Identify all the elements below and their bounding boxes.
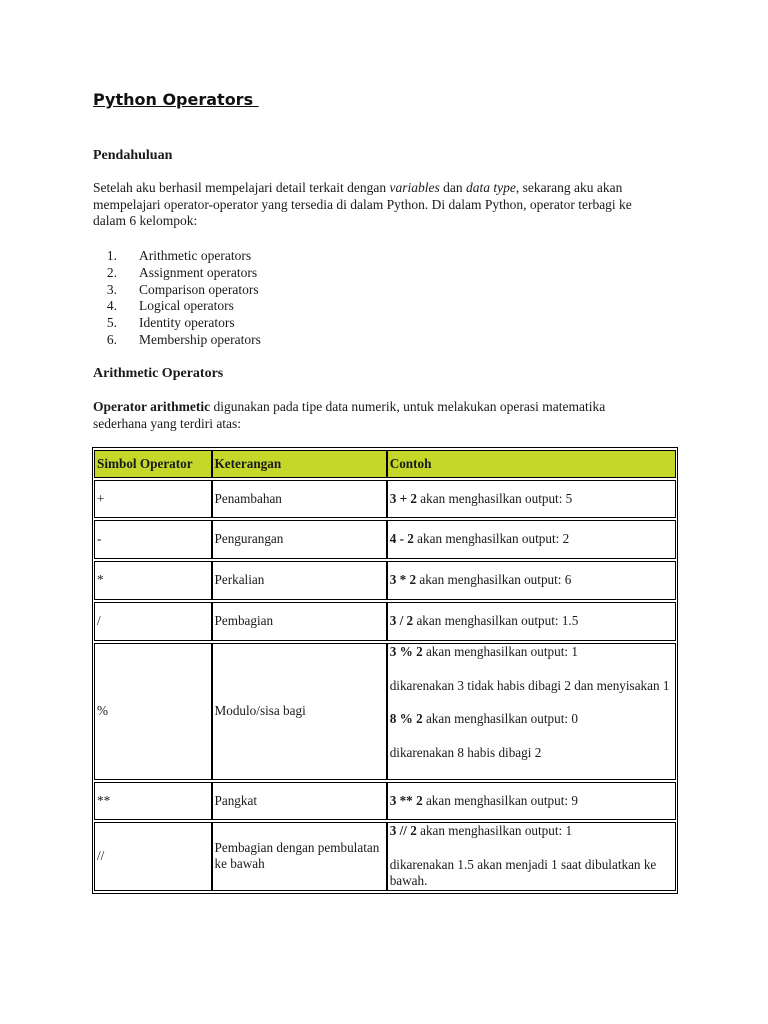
intro-paragraph — [93, 180, 653, 230]
header-example: Contoh — [387, 450, 676, 478]
table-row — [94, 520, 676, 559]
cell-description: Pangkat — [212, 782, 387, 820]
arithmetic-text: digunakan pada tipe data numerik, untuk melakukan operasi matematika sederhana yang terdiri atas: — [93, 399, 606, 431]
cell-description: Penambahan — [212, 480, 387, 518]
operator-group-list — [93, 248, 261, 349]
cell-example: 3 / 2 akan menghasilkan output: 1.5 — [387, 602, 676, 641]
arithmetic-description — [93, 399, 653, 432]
cell-symbol: ** — [94, 782, 212, 820]
cell-description: Perkalian — [212, 561, 387, 600]
cell-description: Pembagian — [212, 602, 387, 641]
list-item: 4. Logical operators — [106, 298, 234, 314]
arithmetic-term: Operator arithmetic — [93, 399, 211, 414]
cell-example: 3 ** 2 akan menghasilkan output: 9 — [387, 782, 676, 820]
cell-example: 3 % 2 akan menghasilkan output: 1 dikarenakan 3 tidak habis dibagi 2 dan menyisakan 1 8 % 2 akan menghasilkan output: 0 dikarenakan 8 habis dibagi 2 — [387, 643, 676, 780]
operators-table-wrapper — [92, 448, 678, 894]
cell-symbol: % — [94, 643, 212, 780]
arithmetic-heading: Arithmetic Operators — [93, 366, 224, 381]
cell-symbol: - — [94, 520, 212, 559]
cell-description: Pembagian dengan pembulatan ke bawah — [212, 822, 387, 891]
cell-symbol: / — [94, 602, 212, 641]
cell-symbol: // — [94, 822, 212, 891]
cell-example: 4 - 2 akan menghasilkan output: 2 — [387, 520, 676, 559]
table-row — [94, 782, 676, 820]
intro-data-type: data type — [466, 180, 516, 195]
intro-variables: variables — [389, 180, 440, 195]
cell-description: Pengurangan — [212, 520, 387, 559]
cell-example: 3 * 2 akan menghasilkan output: 6 — [387, 561, 676, 600]
list-item: 2. Assignment operators — [106, 264, 258, 280]
cell-symbol: * — [94, 561, 212, 600]
list-item: 1. Arithmetic operators — [106, 248, 252, 263]
table-row — [94, 643, 676, 780]
header-symbol: Simbol Operator — [94, 450, 212, 478]
list-item: 6. Membership operators — [106, 331, 261, 347]
header-description: Keterangan — [212, 450, 387, 478]
table-header-row — [94, 450, 676, 478]
cell-example: 3 + 2 akan menghasilkan output: 5 — [387, 480, 676, 518]
table-row — [94, 602, 676, 641]
intro-text-3: , sekarang aku akan mempelajari operator-operator yang tersedia di dalam Python. Di dalam Python, operator terbagi ke dalam 6 kelompok: — [93, 180, 632, 228]
intro-heading: Pendahuluan — [93, 148, 173, 163]
operators-table — [92, 447, 678, 894]
cell-description: Modulo/sisa bagi — [212, 643, 387, 780]
cell-example: 3 // 2 akan menghasilkan output: 1 dikarenakan 1.5 akan menjadi 1 saat dibulatkan ke bawah. — [387, 822, 676, 891]
intro-text-1: Setelah aku berhasil mempelajari detail terkait dengan — [93, 180, 390, 195]
table-row — [94, 822, 676, 891]
intro-text-2: dan — [439, 180, 467, 195]
cell-symbol: + — [94, 480, 212, 518]
table-row — [94, 561, 676, 600]
table-row — [94, 480, 676, 518]
page-title: Python Operators — [93, 90, 259, 109]
list-item: 5. Identity operators — [106, 315, 235, 331]
list-item: 3. Comparison operators — [106, 281, 259, 297]
